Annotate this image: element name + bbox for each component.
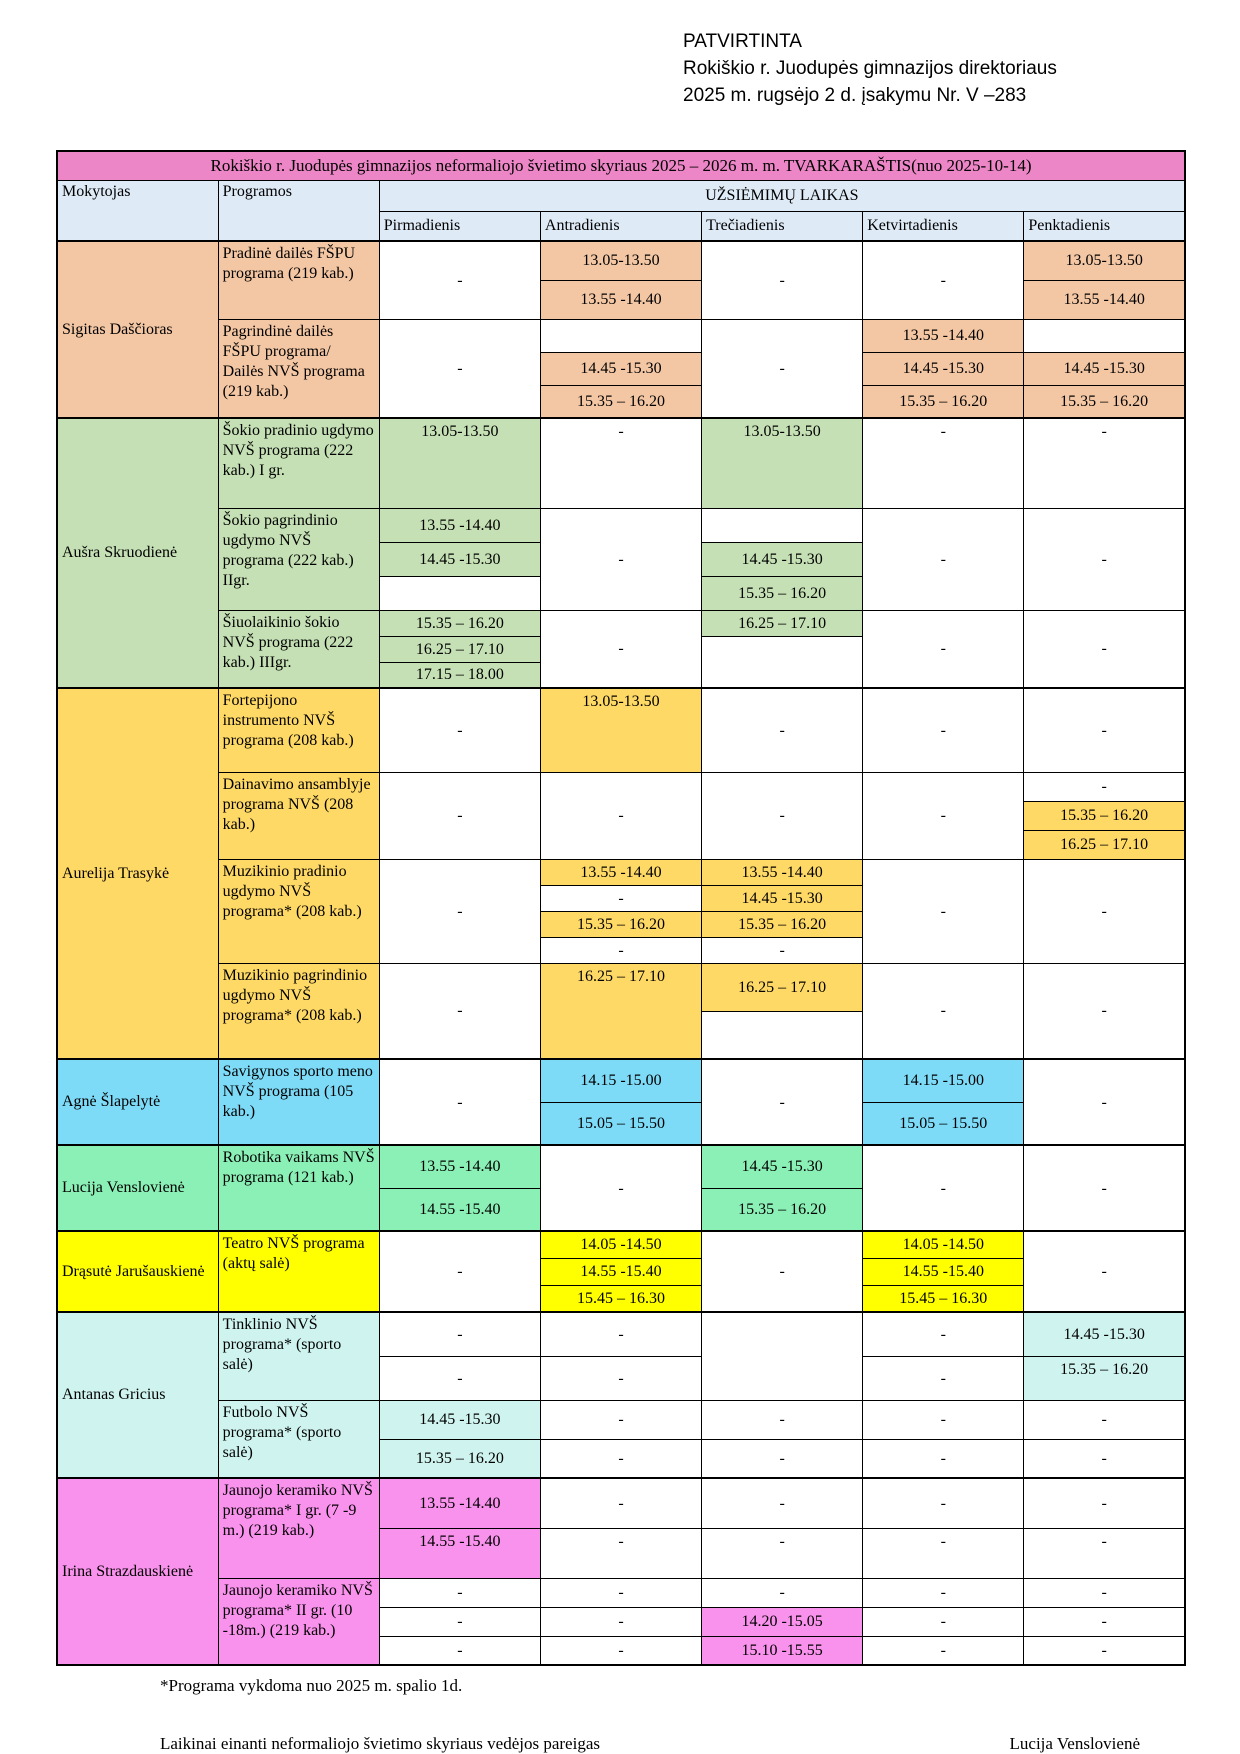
no-class-cell: - [540,1145,701,1231]
no-class-cell: - [1024,610,1185,688]
time-slot-cell: 14.20 -15.05 [702,1607,863,1636]
teacher-cell: Aurelija Trasykė [57,688,218,1059]
no-class-cell: - [379,1231,540,1312]
no-class-cell: - [863,1312,1024,1356]
time-slot-cell: 15.45 – 16.30 [540,1285,701,1312]
no-class-cell: - [1024,1607,1185,1636]
no-class-cell: - [863,1145,1024,1231]
time-slot-cell: 14.45 -15.30 [702,542,863,576]
time-slot-cell: 15.35 – 16.20 [1024,801,1185,830]
program-cell: Muzikinio pagrindinio ugdymo NVŠ programa* (208 kab.) [218,963,379,1059]
time-slot-cell: 14.05 -14.50 [863,1231,1024,1258]
no-class-cell: - [1024,1231,1185,1312]
time-slot-cell: 14.45 -15.30 [379,542,540,576]
no-class-cell: - [540,1478,701,1528]
teacher-cell: Agnė Šlapelytė [57,1059,218,1145]
no-class-cell: - [540,1356,701,1400]
day-header-wednesday: Trečiadienis [702,212,863,242]
time-slot-cell: 13.55 -14.40 [540,859,701,885]
time-slot-cell: 14.45 -15.30 [540,352,701,385]
program-cell: Jaunojo keramiko NVŠ programa* II gr. (10 -18m.) (219 kab.) [218,1578,379,1665]
time-slot-cell: 14.55 -15.40 [379,1188,540,1231]
no-class-cell: - [540,1636,701,1665]
no-class-cell: - [379,241,540,319]
no-class-cell: - [1024,1636,1185,1665]
time-slot-cell: 15.35 – 16.20 [702,576,863,610]
time-slot-cell: 15.35 – 16.20 [540,385,701,418]
no-class-cell: - [379,1059,540,1145]
approval-line-1: PATVIRTINTA [683,31,802,52]
time-slot-cell: 15.10 -15.55 [702,1636,863,1665]
time-slot-cell: 14.15 -15.00 [863,1059,1024,1102]
schedule-row [57,418,1185,508]
program-cell: Pagrindinė dailės FŠPU programa/ Dailės NVŠ programa (219 kab.) [218,319,379,418]
schedule-row [57,241,1185,280]
no-class-cell: - [379,1578,540,1607]
schedule-row [57,1231,1185,1258]
time-slot-cell: 13.55 -14.40 [1024,280,1185,319]
program-cell: Tinklinio NVŠ programa* (sporto salė) [218,1312,379,1400]
time-slot-cell: 13.55 -14.40 [379,1145,540,1188]
program-cell: Pradinė dailės FŠPU programa (219 kab.) [218,241,379,319]
day-header-tuesday: Antradienis [540,212,701,242]
time-slot-cell: 14.45 -15.30 [702,1145,863,1188]
no-class-cell: - [863,241,1024,319]
time-slot-cell: 14.45 -15.30 [702,885,863,911]
time-slot-cell: 13.55 -14.40 [702,859,863,885]
no-class-cell: - [1024,1528,1185,1578]
no-class-cell: - [540,1607,701,1636]
signature-name: Lucija Venslovienė [1009,1734,1140,1753]
approval-line-2: Rokiškio r. Juodupės gimnazijos direktoriaus [683,58,1057,79]
program-cell: Muzikinio pradinio ugdymo NVŠ programa* (208 kab.) [218,859,379,963]
no-class-cell: - [863,688,1024,772]
time-slot-cell: 13.05-13.50 [379,418,540,508]
time-slot-cell: 15.35 – 16.20 [540,911,701,937]
no-class-cell: - [863,963,1024,1059]
no-class-cell: - [1024,1400,1185,1439]
no-class-cell: - [540,937,701,963]
no-class-cell: - [863,508,1024,610]
time-slot-cell: 14.45 -15.30 [379,1400,540,1439]
column-header-teacher: Mokytojas [57,181,218,242]
no-class-cell: - [863,1607,1024,1636]
no-class-cell: - [1024,688,1185,772]
no-class-cell: - [379,319,540,418]
time-slot-cell: 13.05-13.50 [702,418,863,508]
no-class-cell: - [702,1528,863,1578]
no-class-cell: - [540,1312,701,1356]
program-cell: Teatro NVŠ programa (aktų salė) [218,1231,379,1312]
no-class-cell: - [540,1439,701,1478]
time-slot-cell: 15.45 – 16.30 [863,1285,1024,1312]
empty-cell [702,1011,863,1059]
no-class-cell: - [1024,1578,1185,1607]
column-header-time: UŽSIĖMIMŲ LAIKAS [379,181,1185,212]
time-slot-cell: 13.05-13.50 [1024,241,1185,280]
time-slot-cell: 16.25 – 17.10 [540,963,701,1059]
signature-row [160,1734,1140,1754]
time-slot-cell: 15.35 – 16.20 [863,385,1024,418]
program-cell: Jaunojo keramiko NVŠ programa* I gr. (7 -9 m.) (219 kab.) [218,1478,379,1578]
time-slot-cell: 14.45 -15.30 [1024,1312,1185,1356]
time-slot-cell: 14.55 -15.40 [863,1258,1024,1285]
schedule-table-wrap [56,150,1186,1666]
empty-cell [1024,319,1185,352]
teacher-cell: Aušra Skruodienė [57,418,218,688]
time-slot-cell: 15.35 – 16.20 [702,1188,863,1231]
no-class-cell: - [702,937,863,963]
time-slot-cell: 14.55 -15.40 [379,1528,540,1578]
time-slot-cell: 16.25 – 17.10 [1024,830,1185,859]
no-class-cell: - [863,610,1024,688]
schedule-row [57,319,1185,352]
signature-position: Laikinai einanti neformaliojo švietimo skyriaus vedėjos pareigas [160,1734,600,1753]
time-slot-cell: 16.25 – 17.10 [379,636,540,662]
no-class-cell: - [1024,1145,1185,1231]
program-cell: Robotika vaikams NVŠ programa (121 kab.) [218,1145,379,1231]
time-slot-cell: 13.05-13.50 [540,241,701,280]
time-slot-cell: 17.15 – 18.00 [379,662,540,688]
no-class-cell: - [540,1400,701,1439]
no-class-cell: - [540,610,701,688]
no-class-cell: - [1024,508,1185,610]
no-class-cell: - [379,963,540,1059]
time-slot-cell: 13.55 -14.40 [379,508,540,542]
no-class-cell: - [379,688,540,772]
time-slot-cell: 16.25 – 17.10 [702,610,863,636]
time-slot-cell: 16.25 – 17.10 [702,963,863,1011]
program-cell: Šiuolaikinio šokio NVŠ programa (222 kab.) IIIgr. [218,610,379,688]
no-class-cell: - [863,1578,1024,1607]
no-class-cell: - [1024,859,1185,963]
time-slot-cell: 15.35 – 16.20 [1024,385,1185,418]
schedule-row [57,1312,1185,1356]
time-slot-cell: 13.05-13.50 [540,688,701,772]
no-class-cell: - [863,859,1024,963]
empty-cell [702,636,863,688]
schedule-row [57,1478,1185,1528]
time-slot-cell: 15.35 – 16.20 [1024,1356,1185,1400]
no-class-cell: - [1024,1439,1185,1478]
schedule-table [56,150,1186,1666]
no-class-cell: - [702,241,863,319]
program-cell: Šokio pradinio ugdymo NVŠ programa (222 kab.) I gr. [218,418,379,508]
no-class-cell: - [702,1400,863,1439]
day-header-thursday: Ketvirtadienis [863,212,1024,242]
time-slot-cell: 13.55 -14.40 [863,319,1024,352]
no-class-cell: - [540,1578,701,1607]
empty-cell [702,1312,863,1400]
no-class-cell: - [1024,418,1185,508]
teacher-cell: Antanas Gricius [57,1312,218,1478]
schedule-row [57,772,1185,801]
schedule-row [57,508,1185,542]
no-class-cell: - [540,772,701,859]
day-header-friday: Penktadienis [1024,212,1185,242]
empty-cell [702,508,863,542]
time-slot-cell: 14.05 -14.50 [540,1231,701,1258]
schedule-row [57,1059,1185,1102]
no-class-cell: - [702,319,863,418]
no-class-cell: - [379,1356,540,1400]
empty-cell [540,319,701,352]
no-class-cell: - [1024,1059,1185,1145]
no-class-cell: - [379,1607,540,1636]
program-cell: Dainavimo ansamblyje programa NVŠ (208 kab.) [218,772,379,859]
time-slot-cell: 15.05 – 15.50 [863,1102,1024,1145]
program-cell: Fortepijono instrumento NVŠ programa (208 kab.) [218,688,379,772]
no-class-cell: - [379,1312,540,1356]
program-cell: Šokio pagrindinio ugdymo NVŠ programa (222 kab.) IIgr. [218,508,379,610]
no-class-cell: - [863,418,1024,508]
day-header-monday: Pirmadienis [379,212,540,242]
time-slot-cell: 15.35 – 16.20 [379,610,540,636]
teacher-cell: Sigitas Daščioras [57,241,218,418]
approval-line-3: 2025 m. rugsėjo 2 d. įsakymu Nr. V –283 [683,85,1027,106]
no-class-cell: - [863,1528,1024,1578]
approval-block [683,28,1057,109]
empty-cell [379,576,540,610]
no-class-cell: - [540,418,701,508]
time-slot-cell: 13.55 -14.40 [540,280,701,319]
footnote: *Programa vykdoma nuo 2025 m. spalio 1d. [160,1676,463,1695]
no-class-cell: - [702,1231,863,1312]
schedule-row [57,1145,1185,1188]
teacher-cell: Lucija Venslovienė [57,1145,218,1231]
schedule-row [57,859,1185,885]
no-class-cell: - [863,772,1024,859]
schedule-row [57,688,1185,772]
no-class-cell: - [863,1400,1024,1439]
no-class-cell: - [379,1636,540,1665]
no-class-cell: - [702,1578,863,1607]
column-header-program: Programos [218,181,379,242]
teacher-cell: Drąsutė Jarušauskienė [57,1231,218,1312]
no-class-cell: - [540,1528,701,1578]
schedule-row [57,1578,1185,1607]
title-row [57,151,1185,181]
no-class-cell: - [379,859,540,963]
no-class-cell: - [702,1059,863,1145]
time-slot-cell: 14.15 -15.00 [540,1059,701,1102]
program-cell: Futbolo NVŠ programa* (sporto salė) [218,1400,379,1478]
no-class-cell: - [1024,963,1185,1059]
no-class-cell: - [540,508,701,610]
schedule-row [57,610,1185,636]
no-class-cell: - [1024,772,1185,801]
no-class-cell: - [540,885,701,911]
schedule-row [57,1400,1185,1439]
no-class-cell: - [379,772,540,859]
time-slot-cell: 13.55 -14.40 [379,1478,540,1528]
teacher-cell: Irina Strazdauskienė [57,1478,218,1665]
no-class-cell: - [1024,1478,1185,1528]
no-class-cell: - [863,1356,1024,1400]
no-class-cell: - [863,1478,1024,1528]
time-slot-cell: 15.05 – 15.50 [540,1102,701,1145]
program-cell: Savigynos sporto meno NVŠ programa (105 kab.) [218,1059,379,1145]
time-slot-cell: 15.35 – 16.20 [702,911,863,937]
no-class-cell: - [863,1636,1024,1665]
time-slot-cell: 14.45 -15.30 [1024,352,1185,385]
no-class-cell: - [702,1439,863,1478]
no-class-cell: - [702,1478,863,1528]
time-slot-cell: 14.55 -15.40 [540,1258,701,1285]
table-title: Rokiškio r. Juodupės gimnazijos neformaliojo švietimo skyriaus 2025 – 2026 m. m. TVARKARAŠTIS(nuo 2025-10-14) [57,151,1185,181]
time-slot-cell: 15.35 – 16.20 [379,1439,540,1478]
schedule-row [57,963,1185,1011]
header-row [57,181,1185,212]
no-class-cell: - [863,1439,1024,1478]
no-class-cell: - [702,772,863,859]
no-class-cell: - [702,688,863,772]
time-slot-cell: 14.45 -15.30 [863,352,1024,385]
